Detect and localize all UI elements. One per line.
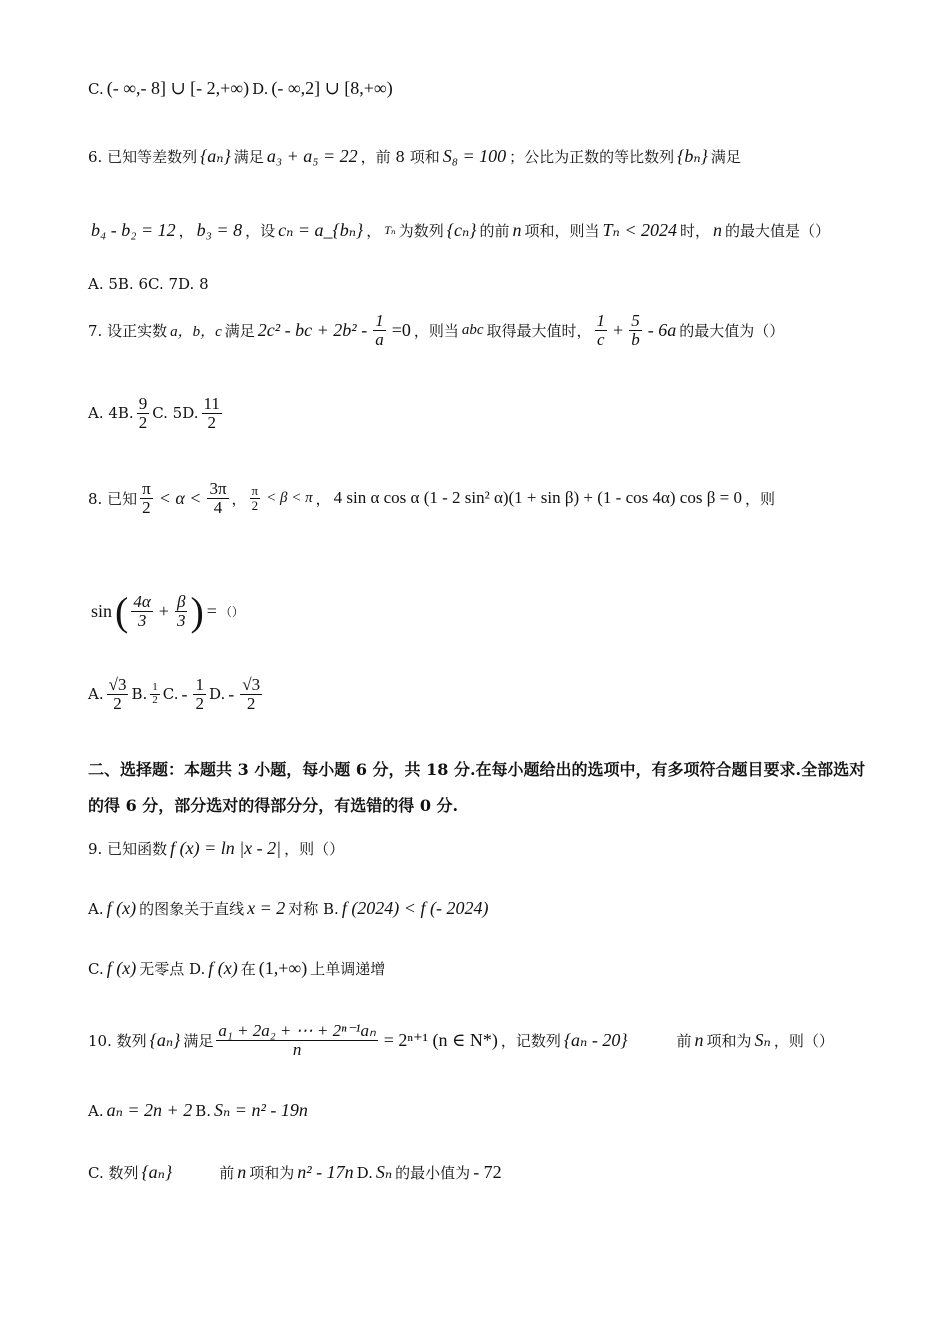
q5-option-d-expr: (- ∞,2] ∪ [8,+∞) (271, 78, 393, 98)
q6-n: n (712, 220, 722, 240)
q8-options (88, 676, 890, 713)
q7-eq-frac-num: 1 (375, 311, 384, 330)
q6-text: 满足 (233, 148, 264, 166)
q9-func: f (x) = ln |x - 2| (170, 838, 282, 858)
q6-tn: Tₙ (384, 223, 396, 237)
q9-options-ab (88, 898, 890, 919)
q9-text: 9. 已知函数 (88, 840, 168, 858)
q5-option-c-expr: (- ∞,- 8] ∪ [- 2,+∞) (106, 78, 250, 98)
q6-text: ，前 8 项和 (360, 148, 440, 166)
q10-line (88, 1022, 890, 1059)
q10-text: 满足 (183, 1031, 214, 1050)
q7-text: ，则当 (413, 321, 459, 340)
q8-ask-f1-den: 3 (137, 611, 147, 630)
q10-opt-c-text: 前 (219, 1164, 235, 1182)
q7-text: 7. 设正实数 (88, 321, 168, 340)
q8-r3-tail: < β < π (266, 489, 313, 506)
q8-ask-eq: = (206, 601, 217, 621)
q8-r1-frac (140, 480, 153, 517)
q8-ask-f2-den: 3 (176, 611, 186, 630)
q8-r2-den: 4 (213, 497, 223, 517)
q9-line (88, 838, 890, 859)
q8-r2-num: 3π (209, 479, 227, 498)
q7-opt-b-frac (137, 395, 150, 432)
q10-seq-a: {aₙ} (149, 1029, 181, 1050)
q10-opt-d-text: 的最小值为 (395, 1164, 471, 1182)
q8-opt-b-frac (150, 682, 160, 706)
q8-opt-a-frac (107, 676, 129, 713)
q5-option-c-label: C. (88, 79, 104, 98)
q8-text: 8. 已知 (88, 489, 138, 508)
q6-cond-3: b₄ - b₂ = 12 (91, 220, 176, 240)
q10-opt-d: D. (356, 1163, 373, 1182)
q9-opt-a-tail: 对称 B. (288, 900, 339, 918)
q7-text: 的最大值为（） (679, 321, 785, 340)
q8-opt-d-den: 2 (246, 693, 256, 713)
q8-equation: 4 sin α cos α (1 - 2 sin² α)(1 + sin β) + (1 - cos 4α) cos β = 0 (333, 488, 742, 508)
q10-options-cd (88, 1162, 890, 1183)
q8-r1-den: 2 (142, 497, 151, 517)
q6-text: ；公比为正数的等比数列 (509, 148, 675, 166)
q7-opt-b-num: 9 (138, 394, 148, 413)
q10-text: ，记数列 (500, 1031, 561, 1050)
q7-opt-a: A. 4B. (88, 404, 134, 423)
q10-frac-num: a₁ + 2a₂ + ⋯ + 2ⁿ⁻¹aₙ (218, 1021, 376, 1040)
q6-text: ， (178, 222, 194, 240)
q9-line-x: x = 2 (247, 898, 286, 918)
q10-opt-a: A. (88, 1101, 104, 1120)
q7-line (88, 312, 890, 349)
q8-opt-d: D. (208, 685, 226, 704)
q9-interval: (1,+∞) (258, 958, 308, 978)
q7-text: 满足 (224, 321, 255, 340)
q10-eq-right: = 2ⁿ⁺¹ (n ∈ N*) (383, 1029, 498, 1050)
q7-eq-left: 2c² - bc + 2b² - (257, 319, 368, 340)
q8-r1-num: π (142, 479, 151, 498)
q9-opt-d-text: 在 (240, 960, 256, 978)
q7-tail: - 6a (647, 319, 677, 340)
q7-plus: + (613, 319, 624, 340)
q6-cond-5: cₙ = a_{bₙ} (278, 220, 364, 240)
q7-eq-frac (373, 312, 386, 349)
q7-frac-1-den: c (597, 329, 605, 349)
q10-opt-c-text2: 项和为 (249, 1164, 295, 1182)
q9-opt-c-text: 无零点 D. (139, 960, 206, 978)
q9-text: ，则（） (284, 840, 345, 858)
q6-text: ， (366, 222, 382, 240)
q7-frac-2-den: b (631, 329, 640, 349)
q7-text: 取得最大值时， (486, 321, 592, 340)
q8-opt-c: C. (162, 685, 179, 704)
q10-text: ，则（） (773, 1031, 834, 1050)
q6-text: 为数列 (398, 222, 444, 240)
q6-text: 6. 已知等差数列 (88, 148, 198, 166)
q7-frac-1-num: 1 (596, 311, 606, 330)
q7-opt-d-den: 2 (207, 412, 216, 432)
q10-opt-b: B. (195, 1101, 211, 1120)
q6-seq-b: {bₙ} (677, 146, 708, 166)
q10-opt-b-expr: Sₙ = n² - 19n (214, 1100, 308, 1120)
q10-sn: Sₙ (754, 1029, 771, 1050)
q7-frac-2 (629, 312, 642, 349)
q10-opt-a-expr: aₙ = 2n + 2 (106, 1100, 193, 1120)
q10-opt-d-sn: Sₙ (375, 1162, 393, 1182)
q6-seq-a: {aₙ} (200, 146, 231, 166)
q9-opt-d-tail: 上单调递增 (310, 960, 386, 978)
q8-ask-frac-2 (175, 593, 188, 630)
q7-options (88, 395, 890, 432)
q6-text: 项和，则当 (524, 222, 600, 240)
q8-opt-d-sign: - (228, 683, 235, 704)
q7-frac-1 (595, 312, 608, 349)
q10-opt-c-expr: n² - 17n (297, 1162, 354, 1182)
q6-n: n (512, 220, 522, 240)
q7-vars: a，b，c (170, 323, 222, 340)
q10-frac-den: n (292, 1039, 302, 1059)
q9-opt-c: C. (88, 959, 104, 978)
q6-line-2 (88, 220, 890, 241)
q6-text: 的前 (479, 222, 510, 240)
q7-opt-c: C. 5D. (152, 404, 199, 423)
q8-r3-frac (250, 484, 261, 512)
q8-opt-c-frac (193, 676, 206, 713)
q9-options-cd (88, 958, 890, 979)
q10-frac (216, 1022, 377, 1059)
section-2-heading: 二、选择题：本题共 3 小题，每小题 6 分，共 18 分.在每小题给出的选项中，有多项符合题目要求.全部选对的得 6 分，部分选对的得部分分，有选错的得 0 分. (88, 760, 866, 815)
q9-fx: f (x) (208, 958, 238, 978)
q7-opt-d-num: 11 (203, 394, 220, 413)
q6-text: 满足 (710, 148, 741, 166)
q8-ask-line (88, 588, 890, 635)
q8-opt-a: A. (88, 685, 104, 704)
q8-opt-d-frac (240, 676, 262, 713)
q6-cond-1: a₃ + a₅ = 22 (266, 146, 358, 166)
q8-r3-num: π (251, 483, 259, 499)
q6-cond-6: Tₙ < 2024 (602, 220, 677, 240)
q8-ask-sin: sin (91, 601, 113, 621)
q6-seq-c: {cₙ} (446, 220, 477, 240)
q8-opt-c-num: 1 (195, 675, 204, 694)
q6-cond-2: S₈ = 100 (442, 146, 507, 166)
q8-opt-a-den: 2 (113, 693, 122, 713)
q6-text: 时， (679, 222, 710, 240)
q8-opt-b: B. (131, 685, 148, 704)
q8-line (88, 480, 890, 517)
q8-opt-b-num: 1 (152, 681, 158, 694)
q6-cond-4: b₃ = 8 (196, 220, 243, 240)
q8-r3-den: 2 (251, 497, 259, 513)
q7-opt-d-frac (202, 395, 222, 432)
q10-opt-c: C. 数列 (88, 1164, 139, 1182)
q8-ask-f2-num: β (176, 592, 186, 612)
q6-options-text: A. 5B. 6C. 7D. 8 (88, 275, 209, 293)
q8-r1-mid: < α < (158, 487, 202, 508)
q10-options-ab (88, 1100, 890, 1121)
q8-ask-f1-num: 4α (133, 592, 151, 612)
q6-line-1 (88, 146, 890, 167)
q9-opt-b-expr: f (2024) < f (- 2024) (341, 898, 489, 918)
q8-ask-paren-left: ( (115, 589, 129, 634)
q8-sep: ， (315, 489, 331, 508)
q10-opt-c-seq: {aₙ} (141, 1162, 173, 1182)
q8-ask-paren-right: ) (190, 589, 204, 634)
q10-opt-d-val: - 72 (473, 1162, 502, 1182)
q9-fx: f (x) (106, 898, 137, 918)
q5-option-d-label: D. (252, 79, 269, 98)
q8-ask-frac-1 (131, 593, 152, 630)
q8-opt-c-sign: - (181, 683, 188, 704)
q7-abc: abc (461, 321, 484, 338)
q7-opt-b-den: 2 (138, 412, 148, 432)
q6-text: 的最大值是（） (724, 222, 830, 240)
q9-opt-a: A. (88, 899, 104, 918)
q10-seq-b: {aₙ - 20} (563, 1029, 628, 1050)
q7-eq-frac-den: a (375, 329, 384, 349)
q8-ask-tail: （） (219, 605, 244, 619)
q8-opt-c-den: 2 (195, 693, 204, 713)
q9-fx: f (x) (106, 958, 137, 978)
q10-text: 10. 数列 (88, 1031, 147, 1050)
q9-opt-a-text: 的图象关于直线 (139, 900, 245, 918)
q10-opt-c-n: n (237, 1162, 247, 1182)
q8-ask-plus: + (158, 601, 169, 621)
q6-options (88, 275, 890, 293)
q8-text: ，则 (744, 489, 775, 508)
q8-opt-b-den: 2 (152, 693, 158, 706)
q7-eq-right: =0 (391, 319, 411, 340)
q10-text: 前 (676, 1031, 692, 1050)
q8-opt-d-num: √3 (242, 675, 261, 694)
q8-opt-a-num: √3 (108, 675, 127, 694)
q7-frac-2-num: 5 (631, 311, 640, 330)
q8-r2-frac (207, 480, 228, 517)
q5-options (88, 78, 890, 99)
q6-text: ，设 (245, 222, 276, 240)
q10-text: 项和为 (706, 1031, 752, 1050)
q10-n: n (694, 1029, 704, 1050)
q8-sep: ， (231, 489, 247, 508)
